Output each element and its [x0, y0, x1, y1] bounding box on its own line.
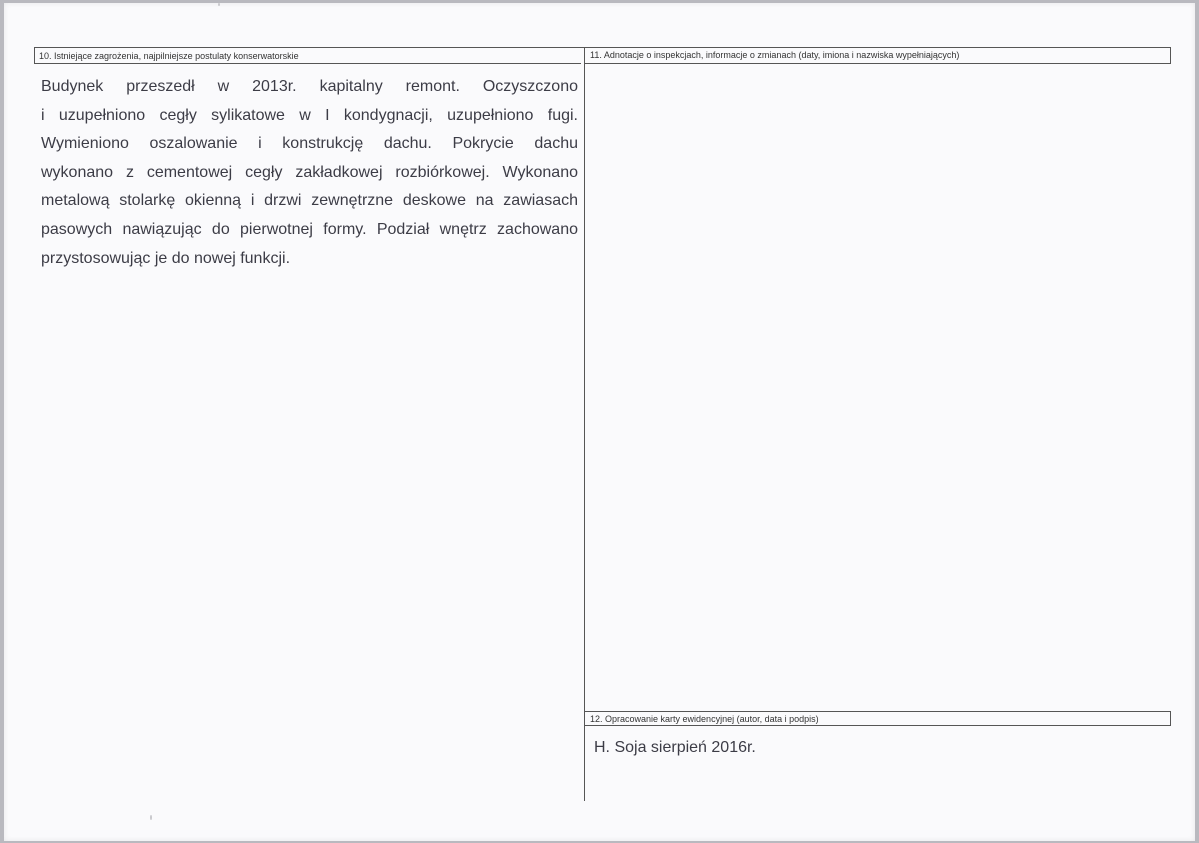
- section-12-right-tick: [1170, 711, 1171, 726]
- content-line: metalową stolarkę okienną i drzwi zewnętrzne deskowe na zawiasach: [41, 192, 578, 210]
- content-line: i uzupełniono cegły sylikatowe w I kondygnacji, uzupełniono fugi.: [41, 106, 578, 124]
- section-11-label: 11. Adnotacje o inspekcjach, informacje o zmianach (daty, imiona i nazwiska wypełniających): [590, 50, 960, 60]
- section-11-header-rule: [585, 63, 1171, 64]
- record-card: [4, 3, 1195, 841]
- paper-speck: [150, 815, 152, 820]
- section-10-label: 10. Istniejące zagrożenia, najpilniejsze postulaty konserwatorskie: [39, 51, 299, 61]
- section-12-label: 12. Opracowanie karty ewidencyjnej (autor, data i podpis): [590, 714, 819, 724]
- content-line: Wymieniono oszalowanie i konstrukcję dachu. Pokrycie dachu: [41, 135, 578, 153]
- section-10-header-rule: [34, 63, 581, 64]
- content-line: Budynek przeszedł w 2013r. kapitalny remont. Oczyszczono: [41, 78, 578, 95]
- top-border: [34, 47, 1171, 48]
- section-12-header-rule: [585, 725, 1171, 726]
- paper-speck: [218, 3, 220, 6]
- section-12-content: H. Soja sierpień 2016r.: [594, 739, 756, 756]
- left-tick: [34, 47, 35, 64]
- section-12-top-border: [585, 711, 1171, 712]
- content-line: przystosowując je do nowej funkcji.: [41, 249, 291, 267]
- section-10-content: [41, 73, 578, 273]
- column-divider: [584, 47, 585, 801]
- content-line: wykonano z cementowej cegły zakładkowej rozbiórkowej. Wykonano: [41, 163, 578, 181]
- right-tick: [1170, 47, 1171, 64]
- content-line: pasowych nawiązując do pierwotnej formy. Podział wnętrz zachowano: [41, 220, 578, 238]
